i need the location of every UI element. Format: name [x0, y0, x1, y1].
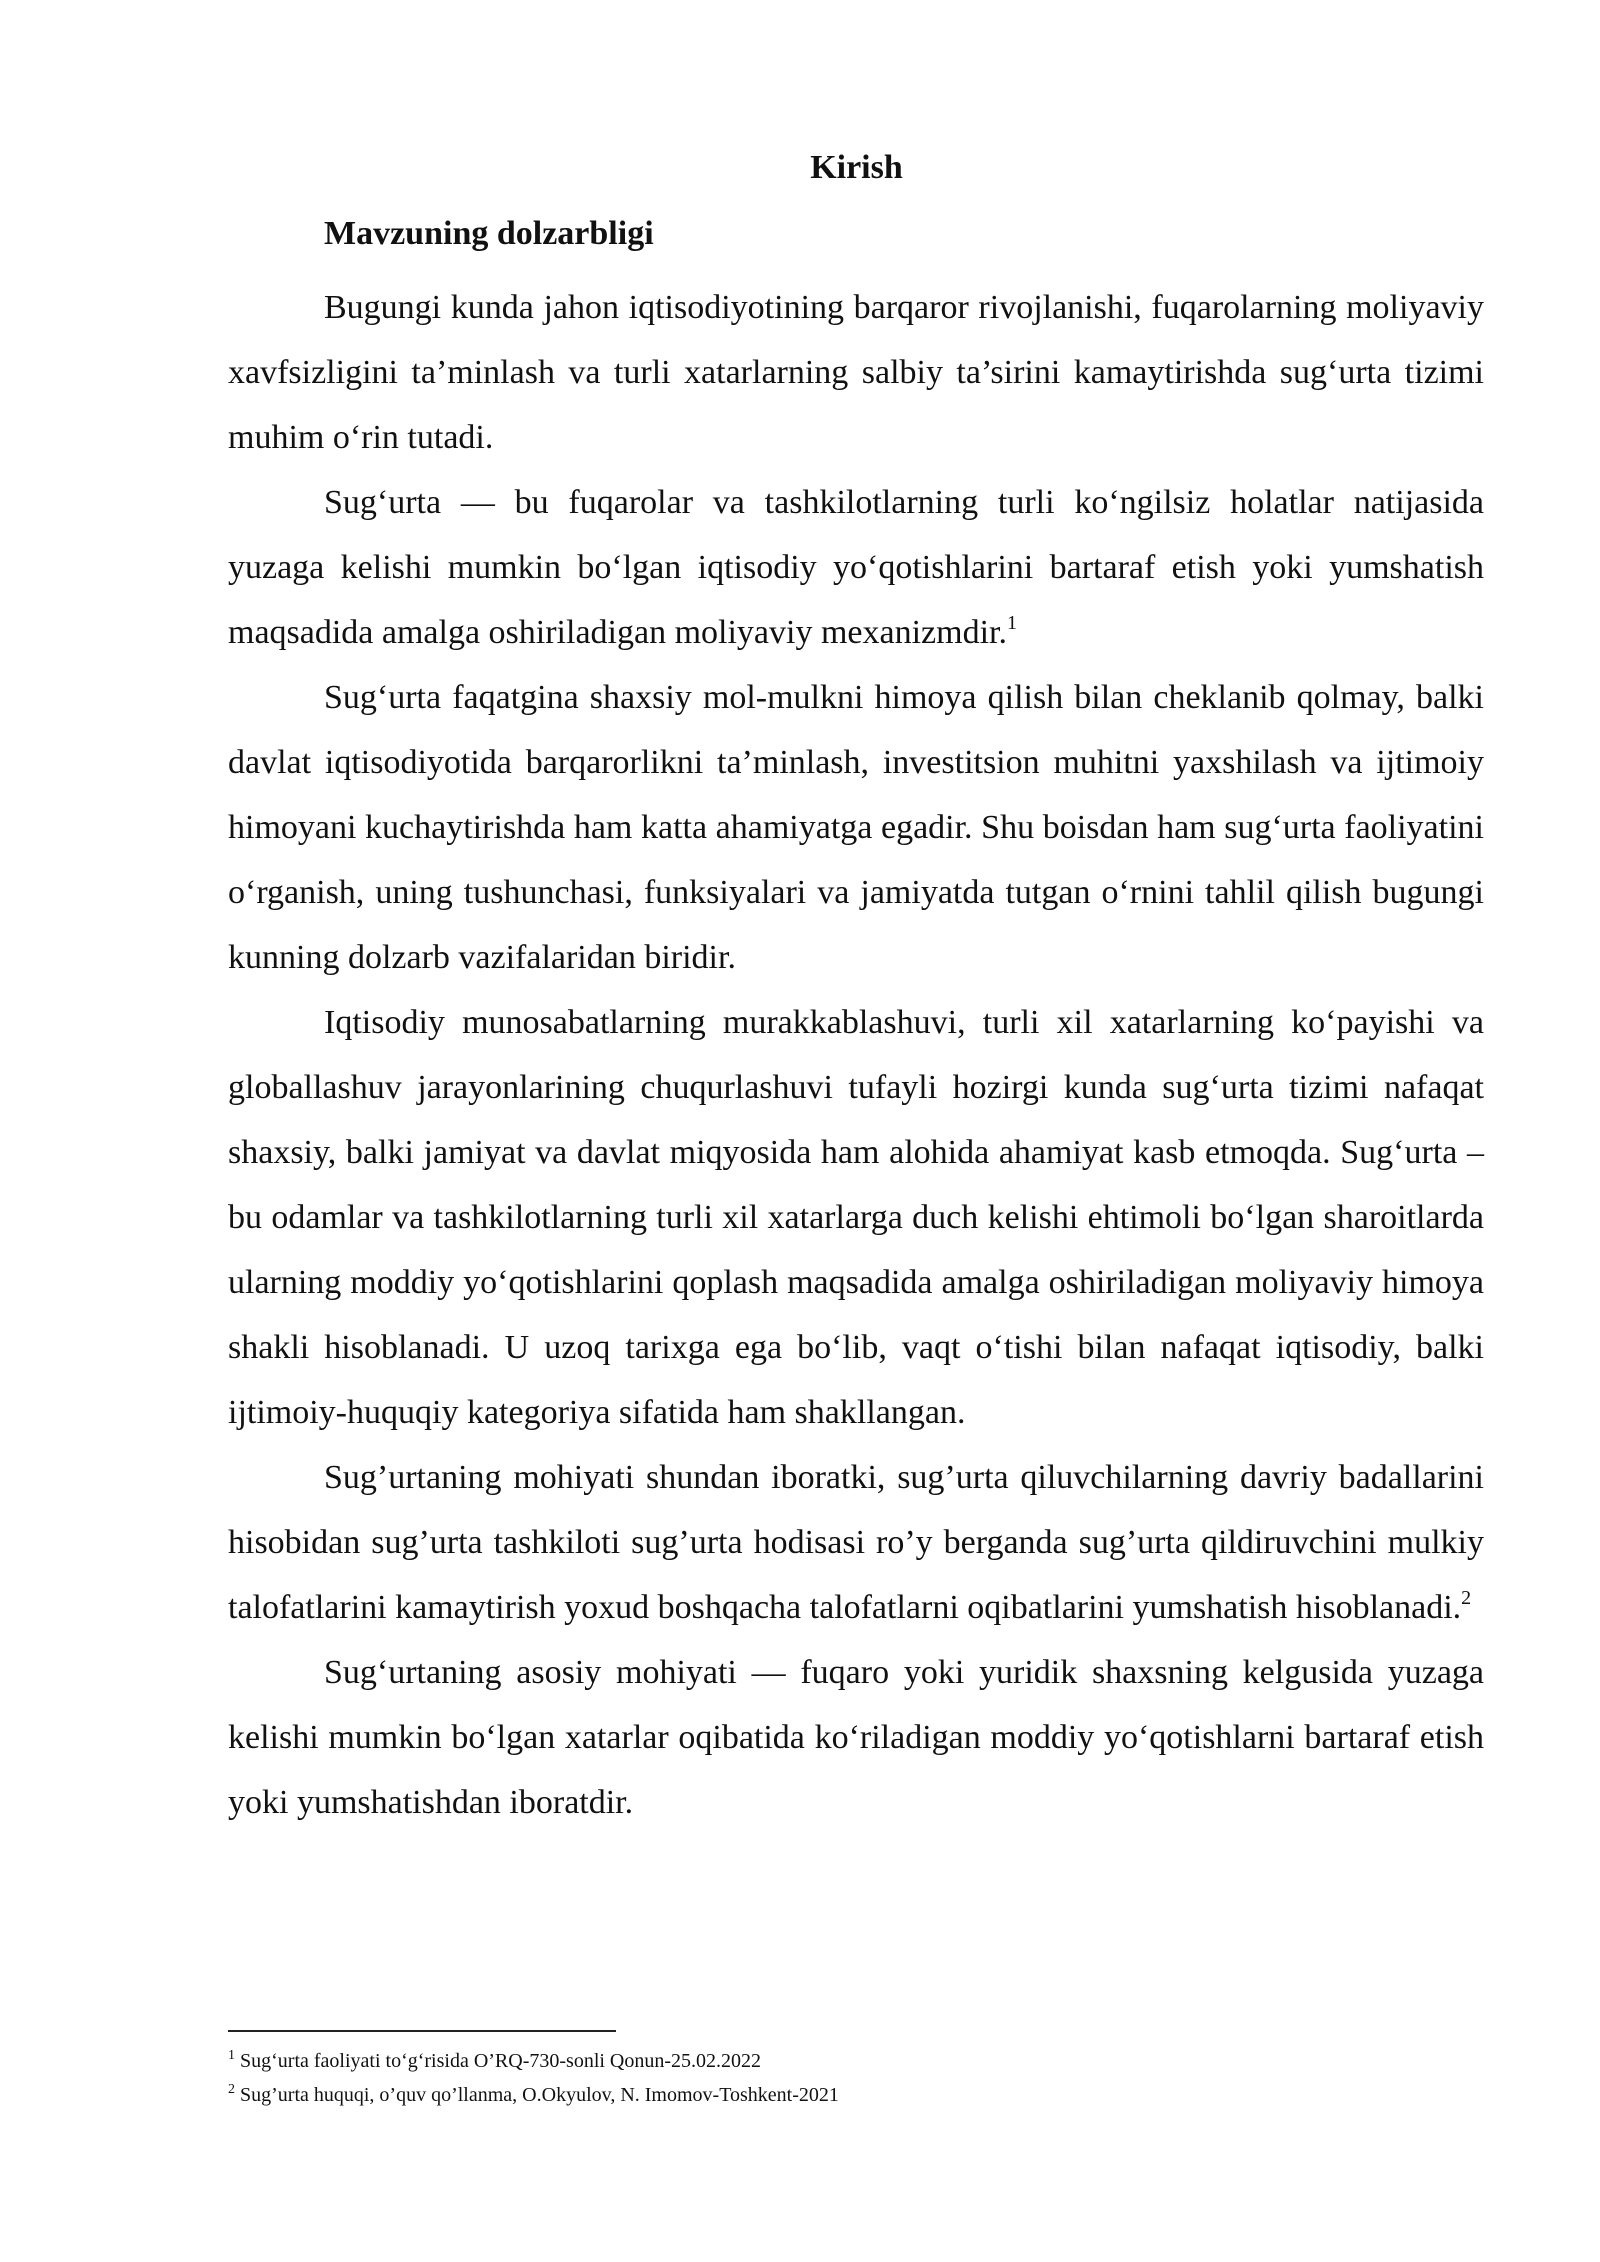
footnote-number: 1 [228, 2048, 235, 2063]
footnote-text: Sug‘urta faoliyati to‘g‘risida O’RQ-730-sonli Qonun-25.02.2022 [240, 2050, 762, 2072]
paragraph-text: Sug’urtaning mohiyati shundan iboratki, sug’urta qiluvchilarning davriy badallarini hisobidan sug’urta tashkiloti sug’urta hodisasi ro’y berganda sug’urta qildiruvchini mulkiy talofatlarini kamaytirish yoxud boshqacha talofatlarni oqibatlarini yumshatish hisoblanadi. [228, 1459, 1484, 1626]
paragraph-6 [228, 1640, 1484, 1835]
document-body [228, 145, 1484, 1835]
footnote-separator [228, 2030, 616, 2032]
footnote-text: Sug’urta huquqi, o’quv qo’llanma, O.Okyulov, N. Imomov-Toshkent-2021 [240, 2084, 839, 2106]
section-heading: Mavzuning dolzarbligi [324, 215, 654, 252]
paragraph-text: Bugungi kunda jahon iqtisodiyotining barqaror rivojlanishi, fuqarolarning moliyaviy xavfsizligini ta’minlash va turli xatarlarning salbiy ta’sirini kamaytirishda sug‘urta tizimi muhim o‘rin tutadi. [228, 289, 1484, 456]
paragraph-4 [228, 990, 1484, 1445]
paragraph-text: Sug‘urtaning asosiy mohiyati — fuqaro yoki yuridik shaxsning kelgusida yuzaga kelishi mumkin bo‘lgan xatarlar oqibatida ko‘riladigan moddiy yo‘qotishlarni bartaraf etish yoki yumshatishdan iboratdir. [228, 1654, 1484, 1821]
paragraph-text: Sug‘urta — bu fuqarolar va tashkilotlarning turli ko‘ngilsiz holatlar natijasida yuzaga kelishi mumkin bo‘lgan iqtisodiy yo‘qotishlarini bartaraf etish yoki yumshatish maqsadida amalga oshiriladigan moliyaviy mexanizmdir. [228, 484, 1484, 651]
paragraph-5 [228, 1445, 1484, 1640]
paragraph-3 [228, 665, 1484, 990]
paragraph-text: Iqtisodiy munosabatlarning murakkablashuvi, turli xil xatarlarning ko‘payishi va globallashuv jarayonlarining chuqurlashuvi tufayli hozirgi kunda sug‘urta tizimi nafaqat shaxsiy, balki jamiyat va davlat miqyosida ham alohida ahamiyat kasb etmoqda. Sug‘urta – bu odamlar va tashkilotlarning turli xil xatarlarga duch kelishi ehtimoli bo‘lgan sharoitlarda ularning moddiy yo‘qotishlarini qoplash maqsadida amalga oshiriladigan moliyaviy himoya shakli hisoblanadi. U uzoq tarixga ega bo‘lib, vaqt o‘tishi bilan nafaqat iqtisodiy, balki ijtimoiy-huquqiy kategoriya sifatida ham shakllangan. [228, 1004, 1484, 1431]
paragraph-1 [228, 275, 1484, 470]
page-title: Kirish [810, 149, 903, 186]
footnote-ref-1[interactable]: 1 [1006, 612, 1017, 634]
footnote-1 [228, 2044, 1484, 2078]
footnote-number: 2 [228, 2082, 235, 2097]
paragraph-text: Sug‘urta faqatgina shaxsiy mol-mulkni himoya qilish bilan cheklanib qolmay, balki davlat iqtisodiyotida barqarorlikni ta’minlash, investitsion muhitni yaxshilash va ijtimoiy himoyani kuchaytirishda ham katta ahamiyatga egadir. Shu boisdan ham sug‘urta faoliyatini o‘rganish, uning tushunchasi, funksiyalari va jamiyatda tutgan o‘rnini tahlil qilish bugungi kunning dolzarb vazifalaridan biridir. [228, 679, 1484, 976]
paragraph-2 [228, 470, 1484, 665]
footnotes [228, 2044, 1484, 2112]
footnote-2 [228, 2078, 1484, 2112]
footnote-ref-2[interactable]: 2 [1461, 1587, 1472, 1609]
